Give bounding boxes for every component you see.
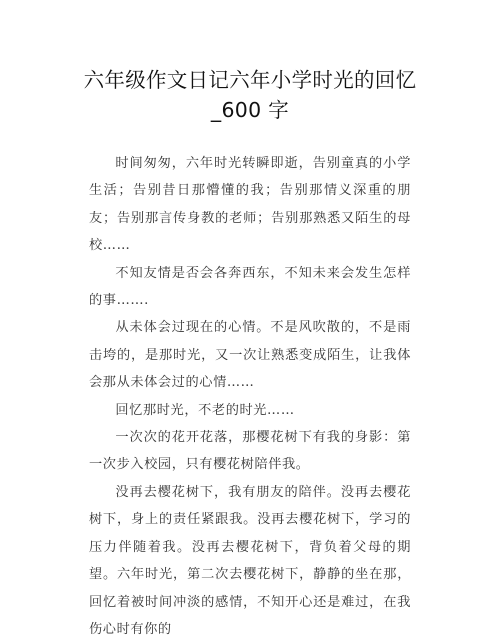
- document-body: [89, 150, 411, 643]
- paragraph: 时间匆匆，六年时光转瞬即逝，告别童真的小学生活；告别昔日那懵懂的我；告别那情义深重的朋友；告别那言传身教的老师；告别那熟悉又陌生的母校……: [89, 156, 411, 254]
- paragraph: 回忆那时光，不老的时光……: [115, 402, 295, 418]
- document-title: 六年级作文日记六年小学时光的回忆: [83, 68, 417, 92]
- paragraph: 不知友情是否会各奔西东，不知未来会发生怎样的事…….: [89, 265, 411, 309]
- paragraph: 没再去樱花树下，我有朋友的陪伴。没再去樱花树下，身上的责任紧跟我。没再去樱花树下，学习的压力伴随着我。没再去樱花树下，背负着父母的期望。六年时光，第二次去樱花树下，静静的坐在那，回忆着被时间冲淡的感情，不知开心还是难过，在我伤心时有你的: [89, 484, 411, 637]
- paragraph: 从未体会过现在的心情。不是风吹散的，不是雨击垮的，是那时光，又一次让熟悉变成陌生，让我体会那从未体会过的心情……: [89, 320, 411, 391]
- document-title-suffix: _600 字: [210, 98, 290, 122]
- paragraph: 一次次的花开花落，那樱花树下有我的身影：第一次步入校园，只有樱花树陪伴我。: [89, 430, 411, 473]
